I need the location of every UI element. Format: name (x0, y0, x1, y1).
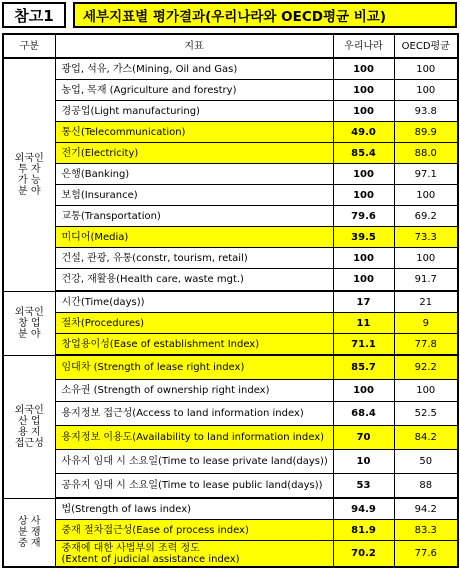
table-row (3, 426, 458, 450)
table-row (3, 313, 458, 334)
column-header-oecd: OECD평균 (394, 34, 458, 58)
category-label-line: 용 지 (18, 426, 41, 438)
indicator-label: 용지정보 이용도(Availability to land information index) (61, 432, 325, 443)
oecd-value: 73.3 (394, 227, 458, 248)
table-row (3, 402, 458, 426)
table-row (3, 334, 458, 356)
indicator-label: 용지정보 접근성(Access to land information index) (61, 408, 304, 419)
category-label-line: 상 사 (18, 515, 41, 527)
table-row (3, 101, 458, 122)
indicator-cell (55, 380, 333, 402)
korea-value: 79.6 (333, 206, 394, 227)
category-label-line: 외국인 (14, 306, 44, 318)
table-row (3, 380, 458, 402)
column-header-category: 구분 (3, 34, 55, 58)
korea-value: 100 (333, 164, 394, 185)
table-row (3, 206, 458, 227)
korea-value: 70.2 (333, 541, 394, 568)
table-body (3, 58, 458, 567)
indicator-cell (55, 80, 333, 101)
oecd-value: 21 (394, 291, 458, 313)
category-label-line: 접근성 (14, 437, 44, 449)
indicator-label: 시간(Time(days)) (61, 296, 145, 308)
korea-value: 94.9 (333, 498, 394, 520)
reference-tag: 참고1 (2, 2, 66, 28)
document-header (2, 2, 457, 29)
indicator-label: 임대차 (Strength of lease right index) (61, 362, 245, 373)
table-row (3, 58, 458, 80)
indicator-label: 미디어(Media) (61, 231, 129, 243)
category-cell (3, 498, 55, 567)
table-row (3, 80, 458, 101)
indicator-cell (55, 122, 333, 143)
table-row (3, 498, 458, 520)
table-row (3, 227, 458, 248)
category-label-line: 중 재 (18, 537, 41, 549)
indicator-cell (55, 185, 333, 206)
category-label-line: 외국인 (14, 152, 44, 164)
indicator-cell (55, 58, 333, 80)
column-header-korea: 우리나라 (333, 34, 394, 58)
table-row (3, 269, 458, 292)
korea-value: 70 (333, 426, 394, 450)
oecd-value: 9 (394, 313, 458, 334)
indicator-label: 교통(Transportation) (61, 210, 161, 222)
indicator-label: 광업, 석유, 가스(Mining, Oil and Gas) (61, 63, 238, 75)
indicator-cell (55, 541, 333, 568)
table-row (3, 185, 458, 206)
indicator-label: 보험(Insurance) (61, 189, 138, 201)
indicator-label: 사유지 임대 시 소요일(Time to lease private land(days)) (61, 456, 328, 467)
indicator-cell (55, 355, 333, 380)
oecd-value: 50 (394, 450, 458, 474)
column-header-indicator: 지표 (55, 34, 333, 58)
korea-value: 100 (333, 101, 394, 122)
indicator-cell (55, 101, 333, 122)
indicator-cell (55, 402, 333, 426)
table-row (3, 355, 458, 380)
indicator-label: 농업, 목재 (Agriculture and forestry) (61, 84, 237, 96)
korea-value: 39.5 (333, 227, 394, 248)
oecd-value: 100 (394, 80, 458, 101)
category-label-line: 산 업 (18, 415, 41, 427)
korea-value: 53 (333, 474, 394, 499)
korea-value: 100 (333, 380, 394, 402)
oecd-value: 100 (394, 380, 458, 402)
category-label-line: 분 쟁 (18, 526, 41, 538)
indicator-cell (55, 248, 333, 269)
indicator-cell (55, 164, 333, 185)
korea-value: 10 (333, 450, 394, 474)
indicator-cell (55, 474, 333, 499)
oecd-value: 83.3 (394, 520, 458, 541)
category-label-line: 창 업 (18, 317, 41, 329)
oecd-value: 77.8 (394, 334, 458, 356)
indicator-label: 경공업(Light manufacturing) (61, 105, 200, 117)
category-cell (3, 58, 55, 291)
category-label-line: 분 야 (18, 185, 41, 197)
korea-value: 100 (333, 80, 394, 101)
indicator-cell (55, 520, 333, 541)
indicator-cell (55, 334, 333, 356)
oecd-value: 93.8 (394, 101, 458, 122)
indicator-label: 전기(Electricity) (61, 147, 139, 159)
category-cell (3, 291, 55, 355)
oecd-value: 84.2 (394, 426, 458, 450)
oecd-value: 91.7 (394, 269, 458, 292)
category-label-line: 투 자 (18, 163, 41, 175)
table-row (3, 541, 458, 568)
table-row (3, 520, 458, 541)
table-row (3, 474, 458, 499)
korea-value: 81.9 (333, 520, 394, 541)
indicator-label: 통신(Telecommunication) (61, 126, 186, 138)
indicator-label: 중재 절차접근성(Ease of process index) (61, 524, 249, 536)
indicator-cell (55, 269, 333, 292)
table-row (3, 450, 458, 474)
korea-value: 85.4 (333, 143, 394, 164)
korea-value: 17 (333, 291, 394, 313)
table-row (3, 164, 458, 185)
document-title: 세부지표별 평가결과(우리나라와 OECD평균 비교) (73, 2, 457, 28)
table-row (3, 143, 458, 164)
korea-value: 100 (333, 248, 394, 269)
oecd-value: 88.0 (394, 143, 458, 164)
table-row (3, 291, 458, 313)
oecd-value: 94.2 (394, 498, 458, 520)
indicator-label: 건설, 관광, 유통(constr, tourism, retail) (61, 252, 248, 264)
indicator-label: 공유지 임대 시 소요일(Time to lease public land(days)) (61, 480, 323, 491)
indicator-cell (55, 498, 333, 520)
korea-value: 11 (333, 313, 394, 334)
oecd-value: 97.1 (394, 164, 458, 185)
korea-value: 100 (333, 185, 394, 206)
indicator-cell (55, 450, 333, 474)
indicator-cell (55, 143, 333, 164)
indicator-label: 창업용이성(Ease of establishment Index) (61, 338, 260, 350)
korea-value: 71.1 (333, 334, 394, 356)
oecd-value: 100 (394, 58, 458, 80)
indicator-cell (55, 206, 333, 227)
oecd-value: 77.6 (394, 541, 458, 568)
indicator-label: 은행(Banking) (61, 168, 130, 180)
indicator-label: 소유권 (Strength of ownership right index) (61, 385, 270, 396)
indicator-cell (55, 426, 333, 450)
korea-value: 100 (333, 58, 394, 80)
indicator-label: 중재에 대한 사법부의 조력 정도 (Extent of judicial assistance index) (61, 542, 240, 565)
category-cell (3, 355, 55, 498)
oecd-value: 52.5 (394, 402, 458, 426)
comparison-table (2, 33, 459, 568)
indicator-label: 건강, 재활용(Health care, waste mgt.) (61, 274, 244, 285)
oecd-value: 89.9 (394, 122, 458, 143)
category-label-line: 가 능 (18, 174, 41, 186)
indicator-label: 법(Strength of laws index) (61, 503, 192, 515)
korea-value: 49.0 (333, 122, 394, 143)
indicator-label: 절차(Procedures) (61, 317, 145, 329)
table-row (3, 248, 458, 269)
oecd-value: 92.2 (394, 355, 458, 380)
oecd-value: 69.2 (394, 206, 458, 227)
korea-value: 85.7 (333, 355, 394, 380)
korea-value: 100 (333, 269, 394, 292)
table-header-row (3, 34, 458, 58)
indicator-cell (55, 313, 333, 334)
oecd-value: 100 (394, 248, 458, 269)
table-row (3, 122, 458, 143)
indicator-cell (55, 291, 333, 313)
oecd-value: 100 (394, 185, 458, 206)
korea-value: 68.4 (333, 402, 394, 426)
indicator-cell (55, 227, 333, 248)
category-label-line: 분 야 (18, 328, 41, 340)
category-label-line: 외국인 (14, 404, 44, 416)
oecd-value: 88 (394, 474, 458, 499)
